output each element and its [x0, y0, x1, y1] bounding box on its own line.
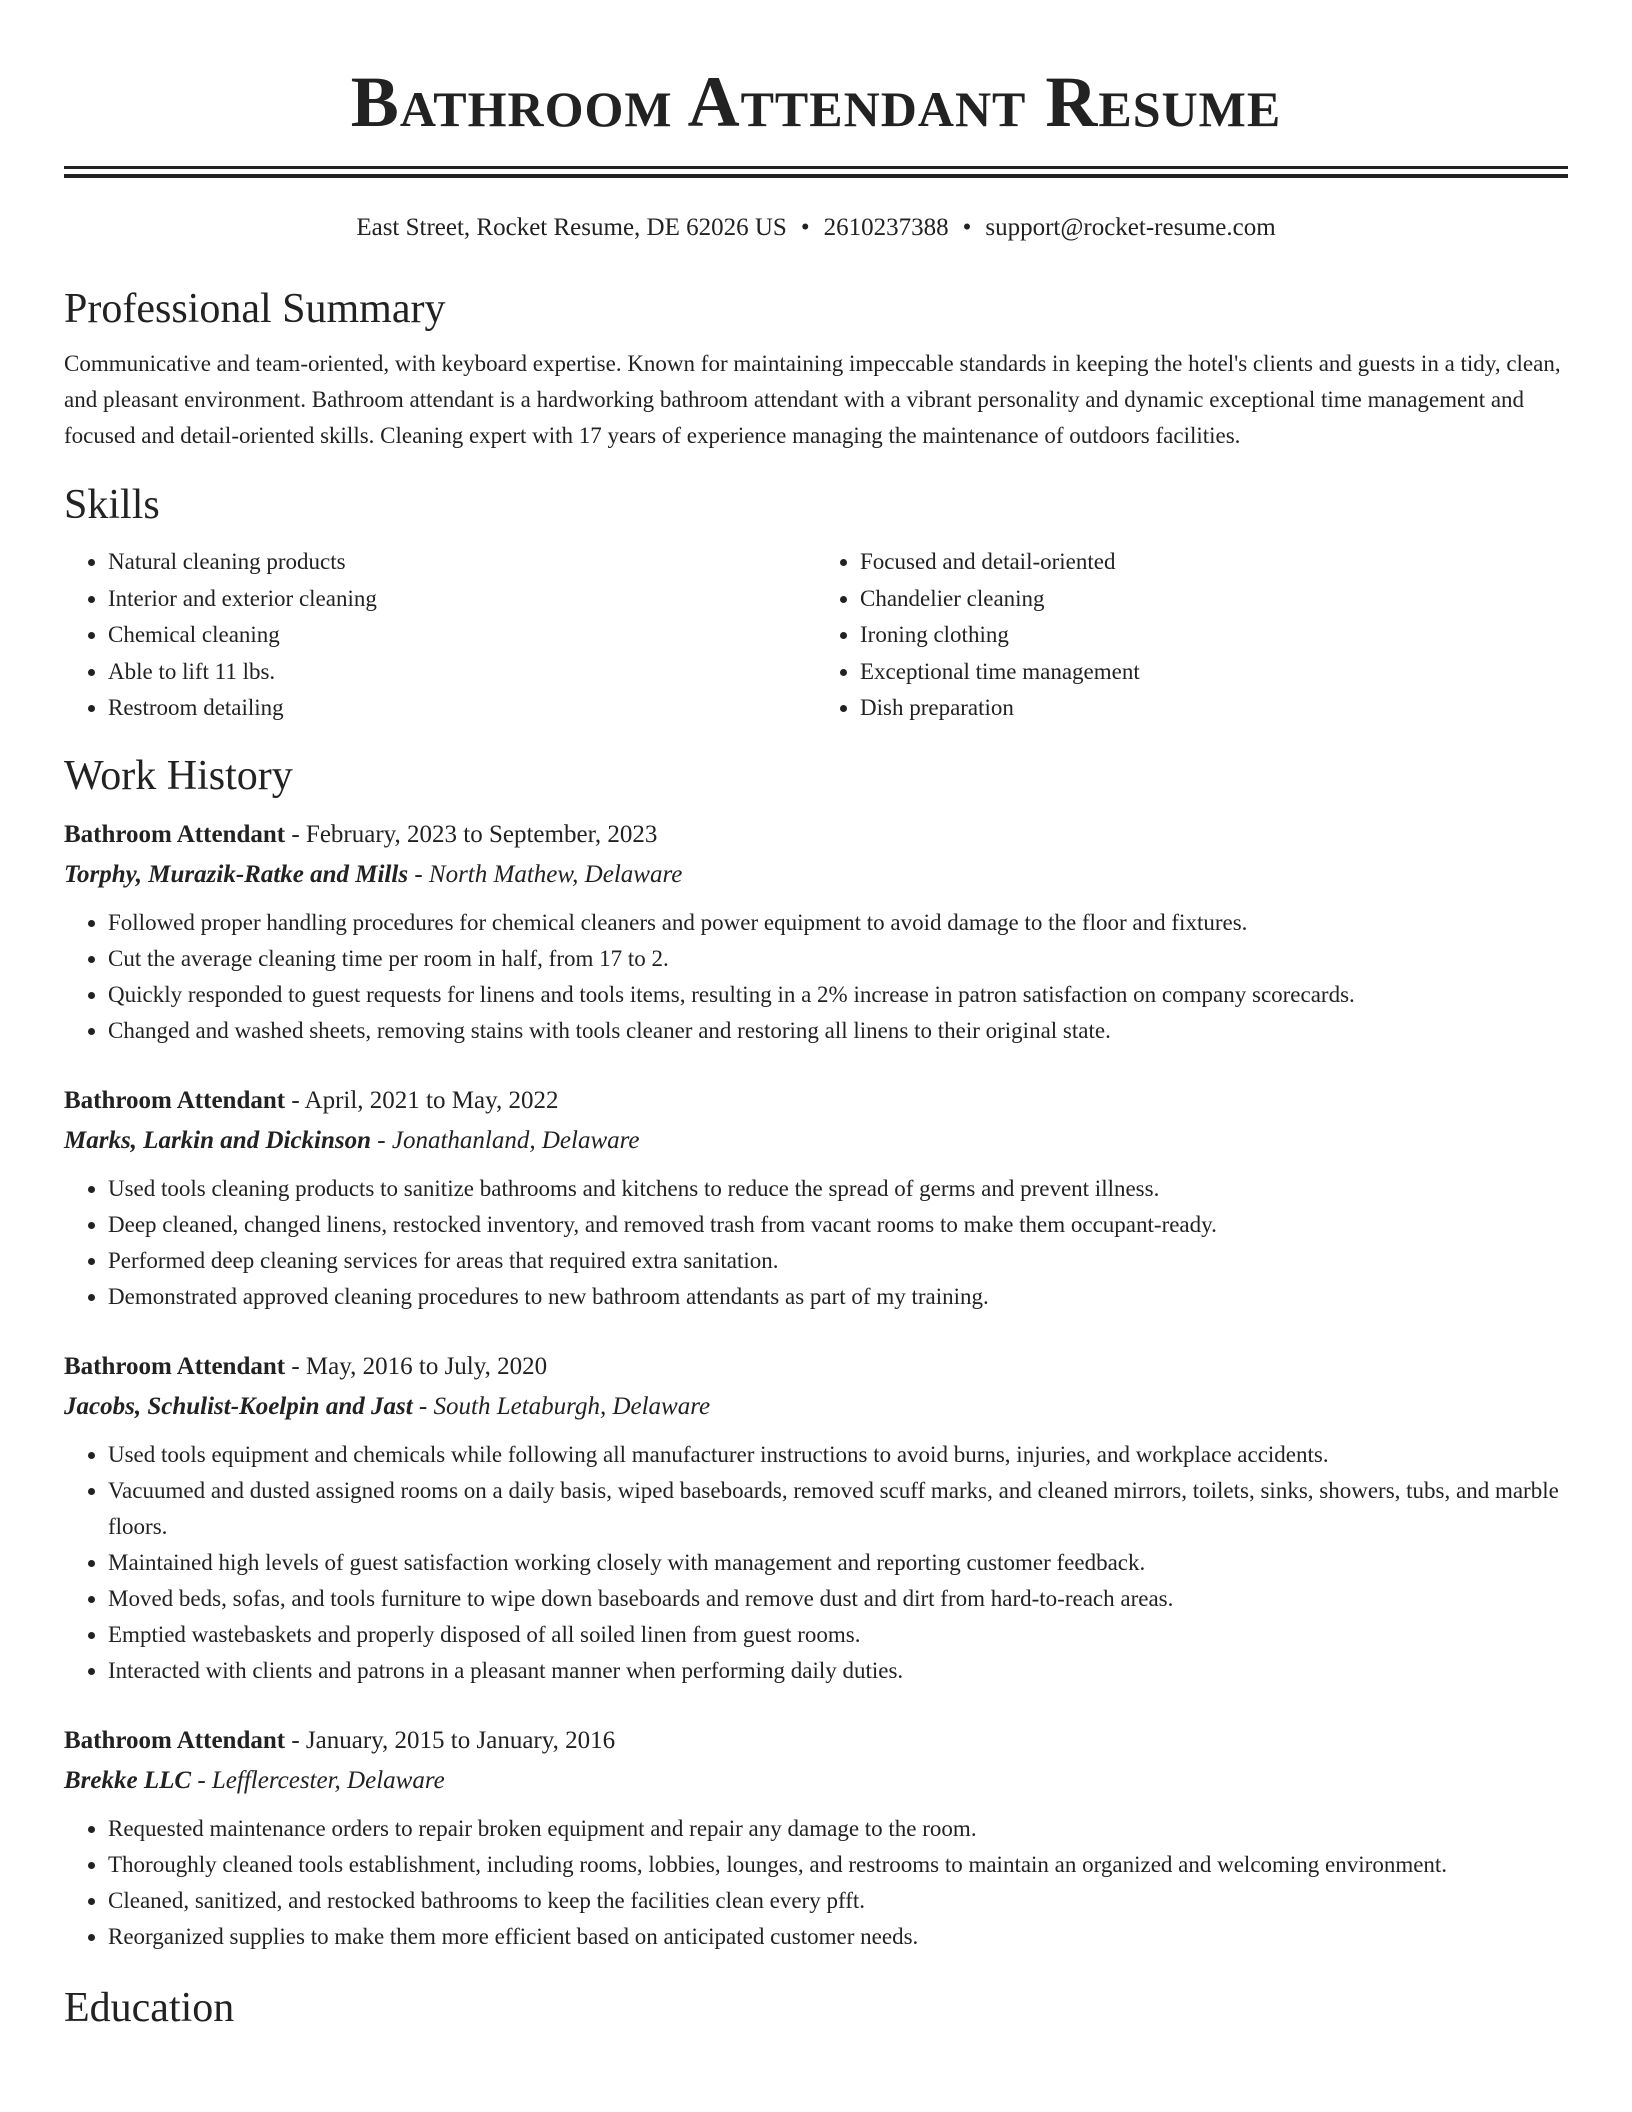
job-duty-item: • Maintained high levels of guest satisfaction working closely with management and reporting customer feedback.: [108, 1545, 1568, 1581]
skill-item: • Ironing clothing: [860, 617, 1568, 654]
job-header: [64, 1081, 1568, 1121]
job-duty-item: • Changed and washed sheets, removing stains with tools cleaner and restoring all linens to their original state.: [108, 1013, 1568, 1049]
contact-email: support@rocket-resume.com: [985, 214, 1276, 241]
skill-item: • Focused and detail-oriented: [860, 544, 1568, 581]
skill-item: • Able to lift 11 lbs.: [108, 654, 816, 691]
job-duty-item: • Requested maintenance orders to repair broken equipment and repair any damage to the room.: [108, 1811, 1568, 1847]
job-duty-item: • Moved beds, sofas, and tools furniture to wipe down baseboards and remove dust and dirt from hard-to-reach areas.: [108, 1581, 1568, 1617]
contact-phone: 2610237388: [823, 214, 949, 241]
job-entry: [64, 1081, 1568, 1315]
job-duty-item: • Emptied wastebaskets and properly disposed of all soiled linen from guest rooms.: [108, 1617, 1568, 1653]
resume-title: Bathroom Attendant Resume: [350, 62, 1282, 142]
skill-item: • Exceptional time management: [860, 654, 1568, 691]
skills-heading: Skills: [64, 482, 160, 528]
job-duty-item: • Thoroughly cleaned tools establishment, including rooms, lobbies, lounges, and restrooms to maintain an organized and welcoming environment.: [108, 1847, 1568, 1883]
job-dates: - May, 2016 to July, 2020: [285, 1352, 548, 1380]
job-duty-item: • Quickly responded to guest requests for linens and tools items, resulting in a 2% increase in patron satisfaction on company scorecards.: [108, 977, 1568, 1013]
job-duties: [64, 905, 1568, 1049]
job-location: - Jonathanland, Delaware: [371, 1126, 640, 1154]
skill-item: • Interior and exterior cleaning: [108, 581, 816, 618]
job-employer: [64, 1387, 1568, 1427]
skills-column-left: [64, 544, 816, 727]
education-heading: Education: [64, 1984, 235, 2031]
title-divider: [64, 166, 1568, 178]
job-role: Bathroom Attendant: [64, 820, 286, 848]
contact-line: [64, 212, 1568, 244]
job-duties: [64, 1171, 1568, 1315]
contact-address: East Street, Rocket Resume, DE 62026 US: [356, 214, 787, 241]
skill-item: • Chemical cleaning: [108, 617, 816, 654]
job-duty-item: • Cut the average cleaning time per room in half, from 17 to 2.: [108, 941, 1568, 977]
job-dates: - January, 2015 to January, 2016: [285, 1726, 616, 1754]
job-company: Marks, Larkin and Dickinson: [64, 1126, 372, 1154]
job-dates: - February, 2023 to September, 2023: [285, 820, 658, 848]
job-duty-item: • Followed proper handling procedures for chemical cleaners and power equipment to avoid damage to the floor and fixtures.: [108, 905, 1568, 941]
job-location: - North Mathew, Delaware: [408, 860, 683, 888]
job-duty-item: • Reorganized supplies to make them more efficient based on anticipated customer needs.: [108, 1919, 1568, 1955]
contact-separator: •: [962, 214, 972, 241]
job-entry: [64, 815, 1568, 1049]
job-employer: [64, 855, 1568, 895]
skill-item: • Dish preparation: [860, 690, 1568, 727]
skill-item: • Restroom detailing: [108, 690, 816, 727]
skills-list: [64, 544, 1568, 727]
job-company: Torphy, Murazik-Ratke and Mills: [64, 860, 409, 888]
contact-separator: •: [800, 214, 810, 241]
job-duty-item: • Used tools equipment and chemicals while following all manufacturer instructions to avoid burns, injuries, and workplace accidents.: [108, 1437, 1568, 1473]
summary-text: Communicative and team-oriented, with keyboard expertise. Known for maintaining impeccable standards in keeping the hotel's clients and guests in a tidy, clean, and pleasant environment. Bathroom attendant is a hardworking bathroom attendant with a vibrant personality and dynamic exceptional time management and focused and detail-oriented skills. Cleaning expert with 17 years of experience managing the maintenance of outdoors facilities.: [64, 351, 1561, 448]
job-duty-item: • Demonstrated approved cleaning procedures to new bathroom attendants as part of my training.: [108, 1279, 1568, 1315]
job-duty-item: • Cleaned, sanitized, and restocked bathrooms to keep the facilities clean every pfft.: [108, 1883, 1568, 1919]
job-duties: [64, 1811, 1568, 1955]
job-duty-item: • Vacuumed and dusted assigned rooms on a daily basis, wiped baseboards, removed scuff marks, and cleaned mirrors, toilets, sinks, showers, tubs, and marble floors.: [108, 1473, 1568, 1545]
job-duty-item: • Deep cleaned, changed linens, restocked inventory, and removed trash from vacant rooms to make them occupant-ready.: [108, 1207, 1568, 1243]
job-role: Bathroom Attendant: [64, 1726, 286, 1754]
job-employer: [64, 1121, 1568, 1161]
skill-item: • Natural cleaning products: [108, 544, 816, 581]
job-company: Jacobs, Schulist-Koelpin and Jast: [64, 1392, 413, 1420]
job-company: Brekke LLC: [64, 1766, 192, 1794]
job-location: - South Letaburgh, Delaware: [412, 1392, 711, 1420]
job-header: [64, 815, 1568, 855]
job-location: - Lefflercester, Delaware: [191, 1766, 445, 1794]
job-dates: - April, 2021 to May, 2022: [285, 1086, 559, 1114]
job-duty-item: • Used tools cleaning products to sanitize bathrooms and kitchens to reduce the spread of germs and prevent illness.: [108, 1171, 1568, 1207]
job-role: Bathroom Attendant: [64, 1086, 286, 1114]
summary-heading: Professional Summary: [64, 286, 446, 332]
work-history-heading: Work History: [64, 752, 293, 799]
job-duty-item: • Performed deep cleaning services for areas that required extra sanitation.: [108, 1243, 1568, 1279]
job-header: [64, 1347, 1568, 1387]
skill-item: • Chandelier cleaning: [860, 581, 1568, 618]
job-duties: [64, 1437, 1568, 1689]
skills-column-right: [816, 544, 1568, 727]
job-header: [64, 1721, 1568, 1761]
job-duty-item: • Interacted with clients and patrons in a pleasant manner when performing daily duties.: [108, 1653, 1568, 1689]
job-role: Bathroom Attendant: [64, 1352, 286, 1380]
job-entry: [64, 1721, 1568, 1955]
job-employer: [64, 1761, 1568, 1801]
job-entry: [64, 1347, 1568, 1689]
